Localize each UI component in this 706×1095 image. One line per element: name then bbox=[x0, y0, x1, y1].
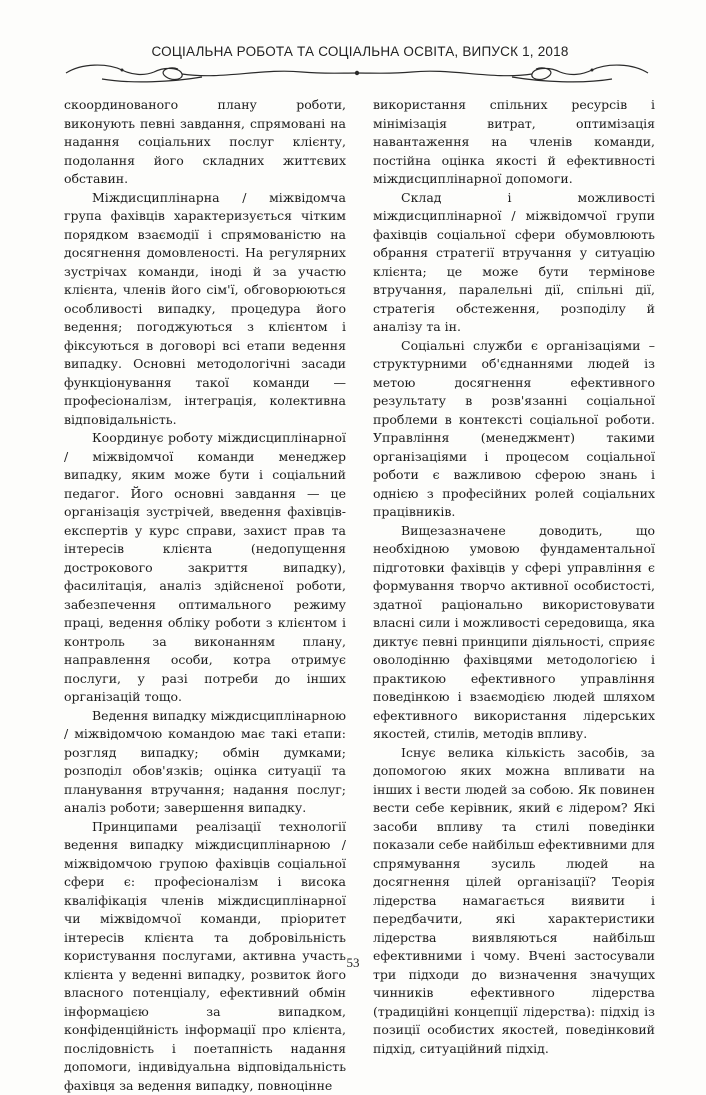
paragraph: Існує велика кількість засобів, за допомогою яких можна впливати на інших і вести людей за собою. Як повинен вести себе керівник, який є лідером? Які засоби впливу та стилі поведінки показали себе найбільш ефективними для спрямування зусиль людей на досягнення цілей організації? Теорія лідерства намагається виявити і передбачити, які характеристики лідерства виявляються найбільш ефективними і чому. Вчені застосували три підходи до визначення значущих чинників ефективного лідерства (традиційні концепції лідерства): підхід із позиції особистих якостей, поведінковий підхід, ситуаційний підхід. bbox=[373, 744, 655, 1059]
paragraph: Вищезазначене доводить, що необхідною умовою фундаментальної підготовки фахівців у сфері управління є формування творчо активної особистості, здатної раціонально використовувати власні сили і можливості середовища, яка диктує певні принципи діяльності, сприяє оволодінню фахівцями методологією і практикою ефективного управління поведінкою і взаємодією людей шляхом ефективного використання лідерських якостей, стилів, методів впливу. bbox=[373, 522, 655, 744]
paragraph: використання спільних ресурсів і мінімізація витрат, оптимізація навантаження на членів команди, постійна оцінка якості й ефективності міждисциплінарної допомоги. bbox=[373, 96, 655, 189]
paragraph: Склад і можливості міждисциплінарної / міжвідомчої групи фахівців соціальної сфери обумовлюють обрання стратегії втручання у ситуацію клієнта; це може бути термінове втручання, паралельні дії, спільні дії, стратегія обстеження, розподілу й аналізу та ін. bbox=[373, 189, 655, 337]
paragraph: Соціальні служби є організаціями – структурними об'єднаннями людей із метою досягнення ефективного результату в розв'язанні соціальної проблеми в контексті соціальної роботи. Управління (менеджмент) такими організаціями і процесом соціальної роботи є важливою сферою знань і однією з професійних ролей соціальних працівників. bbox=[373, 337, 655, 522]
right-text-column bbox=[373, 96, 655, 1058]
decorative-ornament-rule bbox=[62, 60, 652, 86]
paragraph: скоординованого плану роботи, виконують певні завдання, спрямовані на надання соціальних послуг клієнту, подолання його складних життєвих обставин. bbox=[64, 96, 346, 189]
paragraph: Ведення випадку міждисциплінарною / міжвідомчою командою має такі етапи: розгляд випадку; обмін думками; розподіл обов'язків; оцінка ситуації та планування втручання; надання послуг; аналіз роботи; завершення випадку. bbox=[64, 707, 346, 818]
left-text-column bbox=[64, 96, 346, 1095]
paragraph: Принципами реалізації технології ведення випадку міждисциплінарною / міжвідомчою групою фахівців соціальної сфери є: професіоналізм і висока кваліфікація членів міждисциплінарної чи міжвідомчої команди, пріоритет інтересів клієнта та добровільність користування послугами, активна участь клієнта у веденні випадку, розвиток його власного потенціалу, ефективний обмін інформацією за випадком, конфіденційність інформації про клієнта, послідовність і поетапність надання допомоги, індивідуальна відповідальність фахівця за ведення випадку, повноцінне bbox=[64, 818, 346, 1095]
paragraph: Координує роботу міждисциплінарної / міжвідомчої команди менеджер випадку, яким може бути і соціальний педагог. Його основні завдання — це організація зустрічей, введення фахівців-експертів у курс справи, захист прав та інтересів клієнта (недопущення дострокового закриття випадку), фасилітація, аналіз здійсненої роботи, забезпечення оптимального режиму праці, ведення обліку роботи з клієнтом і контроль за виконанням плану, направлення особи, котра отримує послуги, у разі потреби до інших організацій тощо. bbox=[64, 429, 346, 707]
running-header: СОЦІАЛЬНА РОБОТА ТА СОЦІАЛЬНА ОСВІТА, ВИПУСК 1, 2018 bbox=[60, 44, 660, 59]
paragraph: Міждисциплінарна / міжвідомча група фахівців характеризується чітким порядком взаємодії і спрямованістю на досягнення домовленості. На регулярних зустрічах команди, іноді й за участю клієнта, членів його сім'ї, обговорюються особливості випадку, процедура його ведення; погоджуються з клієнтом і фіксуються в договорі всі етапи ведення випадку. Основні методологічні засади функціонування такої команди — професіоналізм, інтеграція, колективна відповідальність. bbox=[64, 189, 346, 430]
page-number: 53 bbox=[0, 955, 706, 971]
